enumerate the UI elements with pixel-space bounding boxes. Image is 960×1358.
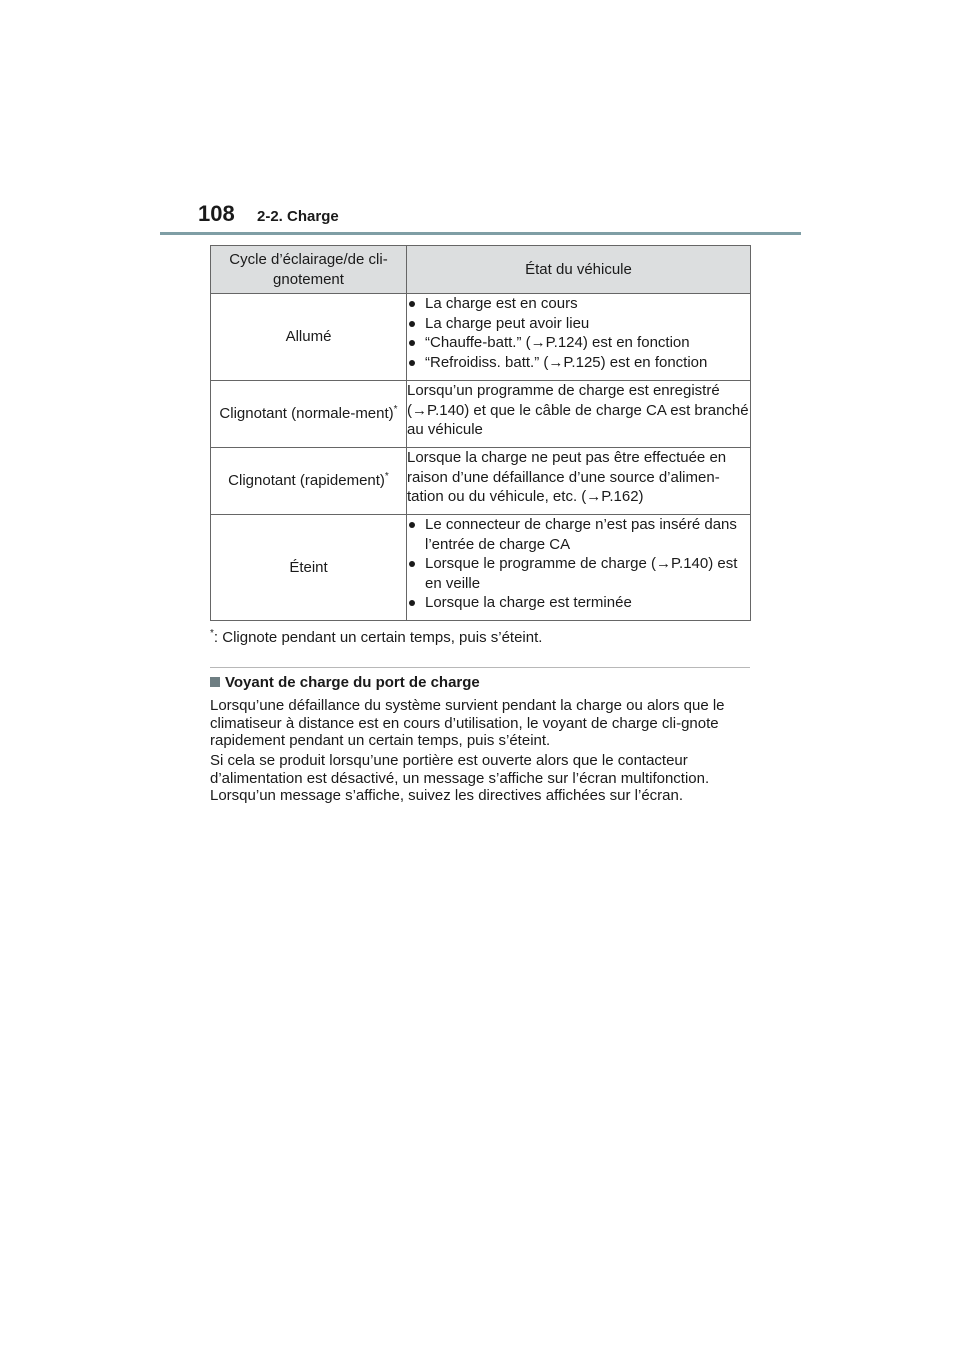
square-bullet-icon xyxy=(210,677,220,687)
footnote-marker: * xyxy=(210,628,214,639)
body-paragraph: Lorsqu’une défaillance du système survient pendant la charge ou alors que le climatiseur à distance est en cours d’utilisation, le voyant de charge cli-gnote rapidement pendant un certain temps, puis s’éteint. xyxy=(210,697,725,749)
list-item: “Chauffe-batt.” (→P.124) est en fonction xyxy=(407,333,750,353)
row-label-text: Clignotant (rapidement) xyxy=(228,472,385,490)
row-label xyxy=(211,381,407,448)
list-item: “Refroidiss. batt.” (→P.125) est en fonction xyxy=(407,353,750,373)
row-text: Lorsque la charge ne peut pas être effectuée en raison d’une défaillance d’une source d’alimen-tation ou du véhicule, etc. (→P.162) xyxy=(407,449,727,505)
row-label: Éteint xyxy=(211,515,407,621)
section-title: 2-2. Charge xyxy=(257,208,339,225)
list-item: La charge peut avoir lieu xyxy=(407,314,750,334)
bullet-list xyxy=(407,515,750,613)
table-header-row xyxy=(211,246,751,294)
table-row xyxy=(211,381,751,448)
table-row xyxy=(211,448,751,515)
header-rule xyxy=(160,232,801,235)
section-heading-text: Voyant de charge du port de charge xyxy=(225,674,480,691)
column-header-cycle: Cycle d’éclairage/de cli-gnotement xyxy=(211,246,407,294)
table-row xyxy=(211,294,751,381)
status-table xyxy=(210,245,751,621)
row-label-text: Clignotant (normale-ment) xyxy=(219,405,394,423)
row-content xyxy=(407,515,751,621)
column-header-state: État du véhicule xyxy=(407,246,751,294)
list-item: Lorsque le programme de charge (→P.140) est en veille xyxy=(407,554,750,593)
section-heading xyxy=(210,673,480,692)
footnote-marker: * xyxy=(393,404,398,416)
row-content xyxy=(407,448,751,515)
row-text: Lorsqu’un programme de charge est enregistré (→P.140) et que le câble de charge CA est branché au véhicule xyxy=(407,382,749,438)
body-paragraph: Si cela se produit lorsqu’une portière est ouverte alors que le contacteur d’alimentation est désactivé, un message s’affiche sur l’écran multifonction. Lorsqu’un message s’affiche, suivez les directives affichées sur l’écran. xyxy=(210,752,710,804)
footnote xyxy=(210,628,542,648)
list-item: Le connecteur de charge n’est pas inséré dans l’entrée de charge CA xyxy=(407,515,750,554)
page-number: 108 xyxy=(198,201,235,226)
footnote-marker: * xyxy=(384,471,389,483)
footnote-text: : Clignote pendant un certain temps, puis s’éteint. xyxy=(213,629,543,646)
list-item: Lorsque la charge est terminée xyxy=(407,593,750,613)
bullet-list xyxy=(407,294,750,372)
row-content xyxy=(407,381,751,448)
row-label xyxy=(211,448,407,515)
list-item: La charge est en cours xyxy=(407,294,750,314)
table-row xyxy=(211,515,751,621)
row-content xyxy=(407,294,751,381)
row-label: Allumé xyxy=(211,294,407,381)
section-divider xyxy=(210,667,750,668)
